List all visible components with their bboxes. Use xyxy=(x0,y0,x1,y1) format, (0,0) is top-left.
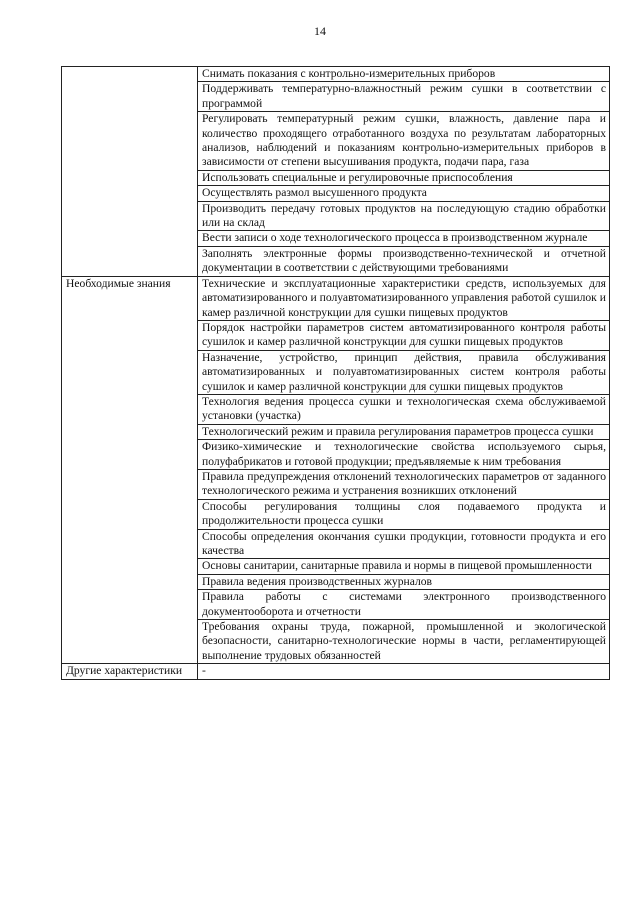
table-cell: Производить передачу готовых продуктов на последующую стадию обработки или на склад xyxy=(198,201,610,231)
table-cell: Способы регулирования толщины слоя подаваемого продукта и продолжительности процесса сушки xyxy=(198,499,610,529)
table-cell: Поддерживать температурно-влажностный режим сушки в соответствии с программой xyxy=(198,82,610,112)
section-label-other-characteristics: Другие характеристики xyxy=(62,664,198,679)
table-cell: Назначение, устройство, принцип действия, правила обслуживания автоматизированных и полуавтоматизированных систем контроля работы сушилок и камер различной конструкции для сушки пищевых продуктов xyxy=(198,350,610,394)
table-cell: Способы определения окончания сушки продукции, готовности продукта и его качества xyxy=(198,529,610,559)
table-cell: Снимать показания с контрольно-измерительных приборов xyxy=(198,67,610,82)
table-cell: Осуществлять размол высушенного продукта xyxy=(198,186,610,201)
table-cell: Технология ведения процесса сушки и технологическая схема обслуживаемой установки (участка) xyxy=(198,394,610,424)
table-cell: Технические и эксплуатационные характеристики средств, используемых для автоматизированного и полуавтоматизированного управления работой сушилок и камер различной конструкции для сушки пищевых продуктов xyxy=(198,276,610,320)
table-row xyxy=(62,664,610,679)
page-number: 14 xyxy=(314,24,326,38)
table-cell: Правила работы с системами электронного производственного документооборота и отчетности xyxy=(198,590,610,620)
requirements-table xyxy=(61,66,610,680)
table-cell: Физико-химические и технологические свойства используемого сырья, полуфабрикатов и готовой продукции; предъявляемые к ним требования xyxy=(198,440,610,470)
table-cell: Основы санитарии, санитарные правила и нормы в пищевой промышленности xyxy=(198,559,610,574)
table-cell: Технологический режим и правила регулирования параметров процесса сушки xyxy=(198,424,610,439)
table-row xyxy=(62,276,610,320)
table-cell: Требования охраны труда, пожарной, промышленной и экологической безопасности, санитарно-технологические нормы в части, регламентирующей выполнение трудовых обязанностей xyxy=(198,620,610,664)
table-row xyxy=(62,67,610,82)
table-cell: Регулировать температурный режим сушки, влажность, давление пара и количество проходящего отработанного воздуха по результатам лабораторных анализов, наблюдений и показаниям контрольно-измерительных приборов в зависимости от степени высушивания продукта, подачи пара, газа xyxy=(198,112,610,171)
table-cell: Использовать специальные и регулировочные приспособления xyxy=(198,170,610,185)
table-cell: Правила предупреждения отклонений технологических параметров от заданного технологического режима и устранения возникших отклонений xyxy=(198,469,610,499)
table-cell: Вести записи о ходе технологического процесса в производственном журнале xyxy=(198,231,610,246)
section-label-required-knowledge: Необходимые знания xyxy=(62,276,198,664)
table-cell: - xyxy=(198,664,610,679)
table-cell: Порядок настройки параметров систем автоматизированного контроля работы сушилок и камер различной конструкции для сушки пищевых продуктов xyxy=(198,320,610,350)
section-label-cell xyxy=(62,67,198,277)
table-cell: Заполнять электронные формы производственно-технической и отчетной документации в соответствии с действующими требованиями xyxy=(198,246,610,276)
table-cell: Правила ведения производственных журналов xyxy=(198,574,610,589)
